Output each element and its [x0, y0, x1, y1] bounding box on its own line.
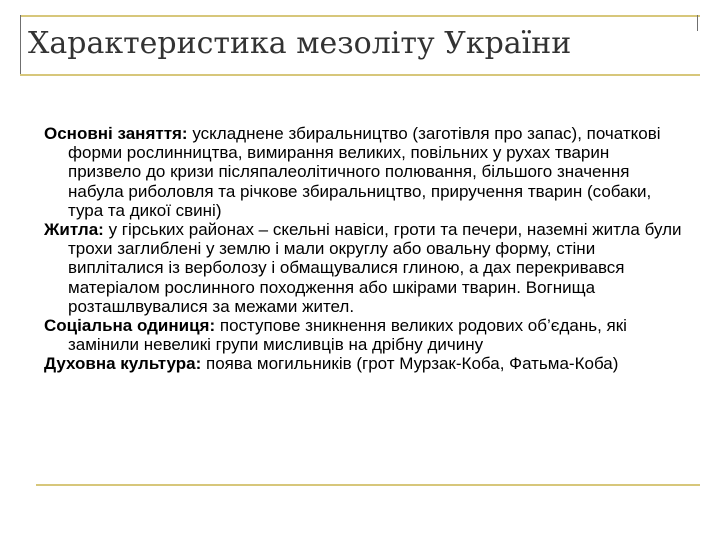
paragraph-text: поступове зникнення великих родових об’єдань, які замінили невеликі групи мисливців на дрібну дичину: [68, 316, 627, 355]
bottom-decor-line: [36, 484, 700, 486]
title-underline: [20, 74, 700, 76]
paragraph-term: Житла:: [44, 220, 104, 240]
paragraph-term: Основні заняття:: [44, 124, 188, 143]
paragraph-term: Духовна культура:: [44, 354, 202, 374]
paragraph-term: Соціальна одиниця:: [44, 316, 216, 336]
paragraph-text: ускладнене збиральництво (заготівля про запас), початкові форми рослинництва, вимирання великих, повільних у рухах тварин призвело до кризи післяпалеолітичного полювання, більшого значення набула риболовля та річкове збиральництво, приручення тварин (собаки, тура та дикої свині): [68, 124, 661, 220]
paragraph-occupations: [44, 124, 684, 220]
slide-content: [44, 124, 684, 374]
paragraph-text: у гірських районах – скельні навіси, гроти та печери, наземні житла були трохи заглиблені у землю і мали округлу або овальну форму, стіни виплiталися із верболозу і обмащувалися глиною, а дах перекривався матеріалом рослинного походження або шкірами тварин. Вогнища розташлвувалися за межами жител.: [68, 220, 682, 316]
right-decor-line: [697, 15, 698, 31]
slide-title: Характеристика мезоліту України: [28, 26, 572, 61]
left-decor-line: [20, 15, 21, 75]
paragraph-dwellings: [44, 220, 684, 316]
paragraph-spiritual-culture: [44, 354, 684, 373]
paragraph-social-unit: [44, 316, 684, 354]
top-decor-line: [20, 15, 700, 17]
paragraph-text: поява могильників (грот Мурзак-Коба, Фатьма-Коба): [201, 354, 619, 374]
